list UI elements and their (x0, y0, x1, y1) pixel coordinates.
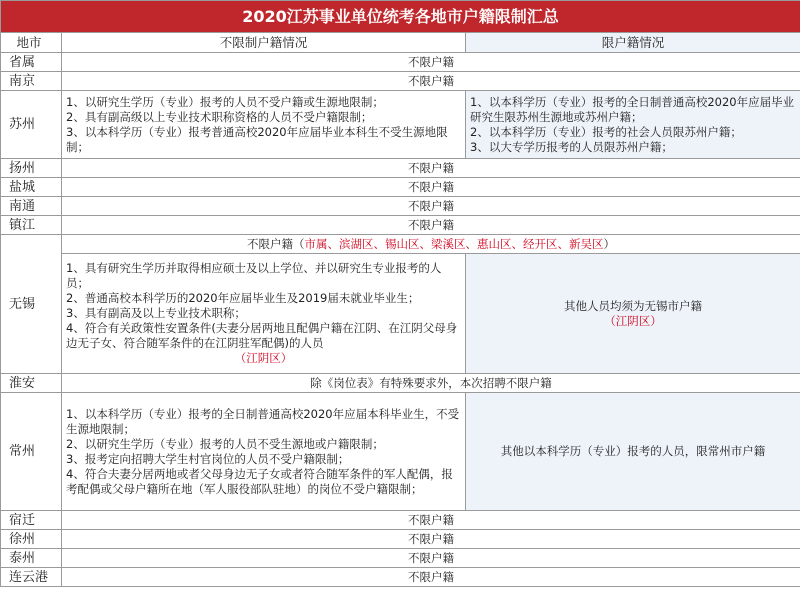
wuxi-no-limit-line: 4、符合有关政策性安置条件(夫妻分居两地且配偶户籍在江阴、在江阴父母身边无子女、符合随军条件的在江阴驻军配偶)的人员 (66, 321, 458, 350)
suzhou-no-limit-line: 3、以本科学历（专业）报考普通高校2020年应届毕业本科生不受生源地限制； (66, 124, 448, 154)
table-row (1, 197, 800, 216)
wuxi-no-limit-note: （江阴区） (234, 351, 293, 365)
city-lianyungang: 连云港 (1, 568, 62, 587)
table-row (1, 254, 800, 374)
city-suqian: 宿迁 (1, 511, 62, 530)
wuxi-no-limit-line: 3、具有副高及以上专业技术职称； (66, 306, 246, 320)
city-nantong: 南通 (1, 197, 62, 216)
table-row (1, 393, 800, 511)
table-row (1, 53, 800, 72)
table-title: 2020江苏事业单位统考各地市户籍限制汇总 (1, 1, 800, 33)
no-limit-text: 不限户籍 (62, 568, 800, 587)
city-xuzhou: 徐州 (1, 530, 62, 549)
table-row (1, 91, 800, 159)
table-row (1, 216, 800, 235)
city-huaian: 淮安 (1, 374, 62, 393)
no-limit-text: 不限户籍 (62, 511, 800, 530)
city-nanjing: 南京 (1, 72, 62, 91)
suzhou-limit-line: 2、以本科学历（专业）报考的社会人员限苏州户籍； (470, 124, 742, 139)
no-limit-text: 不限户籍 (62, 530, 800, 549)
table-row (1, 549, 800, 568)
table-row (1, 511, 800, 530)
wuxi-no-limit-line: 1、具有研究生学历并取得相应硕士及以上学位、并以研究生专业报考的人员； (66, 261, 442, 290)
table-row (1, 530, 800, 549)
no-limit-text: 不限户籍 (62, 159, 800, 178)
table-row (1, 374, 800, 393)
suzhou-limit-line: 1、以本科学历（专业）报考的全日制普通高校2020年应届毕业研究生限苏州生源地或苏州户籍； (470, 94, 795, 124)
city-taizhou: 泰州 (1, 549, 62, 568)
city-wuxi: 无锡 (1, 235, 62, 374)
changzhou-no-limit-line: 1、以本科学历（专业）报考的全日制普通高校2020年应届本科毕业生，不受生源地限制； (66, 406, 460, 436)
wuxi-no-limit-line: 2、普通高校本科学历的2020年应届毕业生及2019届未就业毕业生； (66, 291, 420, 305)
header-limit: 限户籍情况 (466, 33, 800, 53)
city-changzhou: 常州 (1, 393, 62, 511)
header-city: 地市 (1, 33, 62, 53)
wuxi-no-limit (62, 254, 466, 374)
wuxi-top-line (62, 235, 800, 254)
changzhou-no-limit-line: 2、以研究生学历（专业）报考的人员不受生源地或户籍限制； (66, 436, 384, 451)
wuxi-limit-note: （江阴区） (604, 313, 662, 328)
city-zhenjiang: 镇江 (1, 216, 62, 235)
wuxi-top-suffix: ） (603, 236, 615, 251)
table-row (1, 178, 800, 197)
city-shengshu: 省属 (1, 53, 62, 72)
wuxi-top-districts: 市属、滨湖区、锡山区、梁溪区、惠山区、经开区、新吴区 (304, 236, 604, 251)
huaian-text: 除《岗位表》有特殊要求外，本次招聘不限户籍 (62, 374, 800, 393)
no-limit-text: 不限户籍 (62, 178, 800, 197)
no-limit-text: 不限户籍 (62, 216, 800, 235)
header-no-limit: 不限制户籍情况 (62, 33, 466, 53)
suzhou-limit (466, 91, 800, 159)
suzhou-no-limit-line: 1、以研究生学历（专业）报考的人员不受户籍或生源地限制； (66, 94, 384, 109)
city-suzhou: 苏州 (1, 91, 62, 159)
changzhou-no-limit-line: 4、符合夫妻分居两地或者父母身边无子女或者符合随军条件的军人配偶，报考配偶或父母户籍所在地（军人服役部队驻地）的岗位不受户籍限制； (66, 466, 453, 496)
table-row (1, 568, 800, 587)
table-row (1, 72, 800, 91)
city-yangzhou: 扬州 (1, 159, 62, 178)
changzhou-limit: 其他以本科学历（专业）报考的人员，限常州市户籍 (466, 393, 800, 511)
table-row (1, 159, 800, 178)
suzhou-no-limit (62, 91, 466, 159)
no-limit-text: 不限户籍 (62, 53, 800, 72)
changzhou-no-limit (62, 393, 466, 511)
wuxi-limit-text: 其他人员均须为无锡市户籍 (564, 298, 702, 313)
city-yancheng: 盐城 (1, 178, 62, 197)
suzhou-limit-line: 3、以大专学历报考的人员限苏州户籍； (470, 139, 673, 154)
no-limit-text: 不限户籍 (62, 72, 800, 91)
wuxi-limit (466, 254, 800, 374)
no-limit-text: 不限户籍 (62, 549, 800, 568)
changzhou-no-limit-line: 3、报考定向招聘大学生村官岗位的人员不受户籍限制； (66, 451, 350, 466)
no-limit-text: 不限户籍 (62, 197, 800, 216)
suzhou-no-limit-line: 2、具有副高级以上专业技术职称资格的人员不受户籍限制； (66, 109, 373, 124)
wuxi-top-prefix: 不限户籍（ (247, 236, 305, 251)
table-row (1, 235, 800, 254)
